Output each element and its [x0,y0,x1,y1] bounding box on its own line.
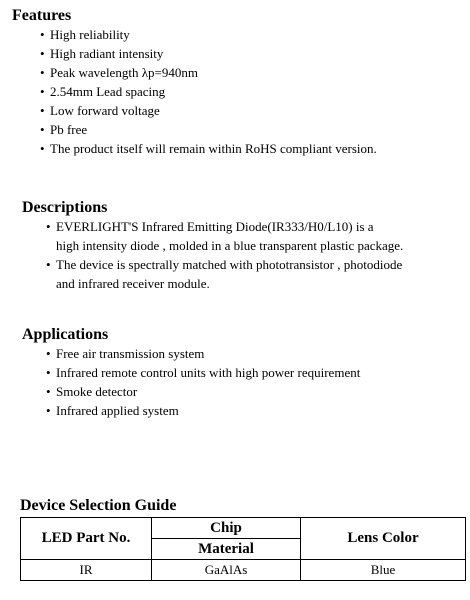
list-item: • Low forward voltage [40,103,160,118]
bullet-icon: • [46,384,51,399]
table-header-row [21,518,466,560]
features-heading: Features [12,7,72,24]
list-item: • Peak wavelength λp=940nm [40,65,198,80]
list-item: • High radiant intensity [40,46,164,61]
applications-heading: Applications [22,326,109,343]
table-row [21,560,466,581]
bullet-icon: • [46,403,51,418]
list-item: • Smoke detector [46,384,138,399]
list-item: • The device is spectrally matched with phototransistor , photodiode and infrared receiver module. [46,257,403,291]
applications-list [46,344,360,420]
list-item: • Infrared applied system [46,403,179,418]
bullet-icon: • [40,122,45,137]
cell-lens: Blue [301,560,466,581]
bullet-icon: • [46,219,51,234]
bullet-icon: • [40,103,45,118]
header-chip-label: Chip [152,518,300,539]
features-list [40,25,377,158]
descriptions-list [46,217,403,293]
bullet-icon: • [40,27,45,42]
header-chip-material [152,518,301,560]
list-item: • High reliability [40,27,130,42]
list-item: • Free air transmission system [46,346,205,361]
device-selection-table [20,517,466,581]
list-item: • Pb free [40,122,88,137]
bullet-icon: • [40,46,45,61]
list-item: • Infrared remote control units with high power requirement [46,365,361,380]
bullet-icon: • [46,257,51,272]
bullet-icon: • [40,141,45,156]
device-selection-guide-heading: Device Selection Guide [20,497,177,514]
cell-part-no: IR [21,560,152,581]
list-item: • EVERLIGHT'S Infrared Emitting Diode(IR333/H0/L10) is a high intensity diode , molded in a blue transparent plastic package. [46,219,404,253]
header-led-part-no: LED Part No. [21,518,152,560]
header-lens-color: Lens Color [301,518,466,560]
bullet-icon: • [46,346,51,361]
list-item: • The product itself will remain within RoHS compliant version. [40,141,377,156]
descriptions-heading: Descriptions [22,199,108,216]
bullet-icon: • [40,65,45,80]
bullet-icon: • [46,365,51,380]
cell-chip: GaAlAs [152,560,301,581]
list-item: • 2.54mm Lead spacing [40,84,166,99]
bullet-icon: • [40,84,45,99]
header-material-label: Material [198,541,254,557]
